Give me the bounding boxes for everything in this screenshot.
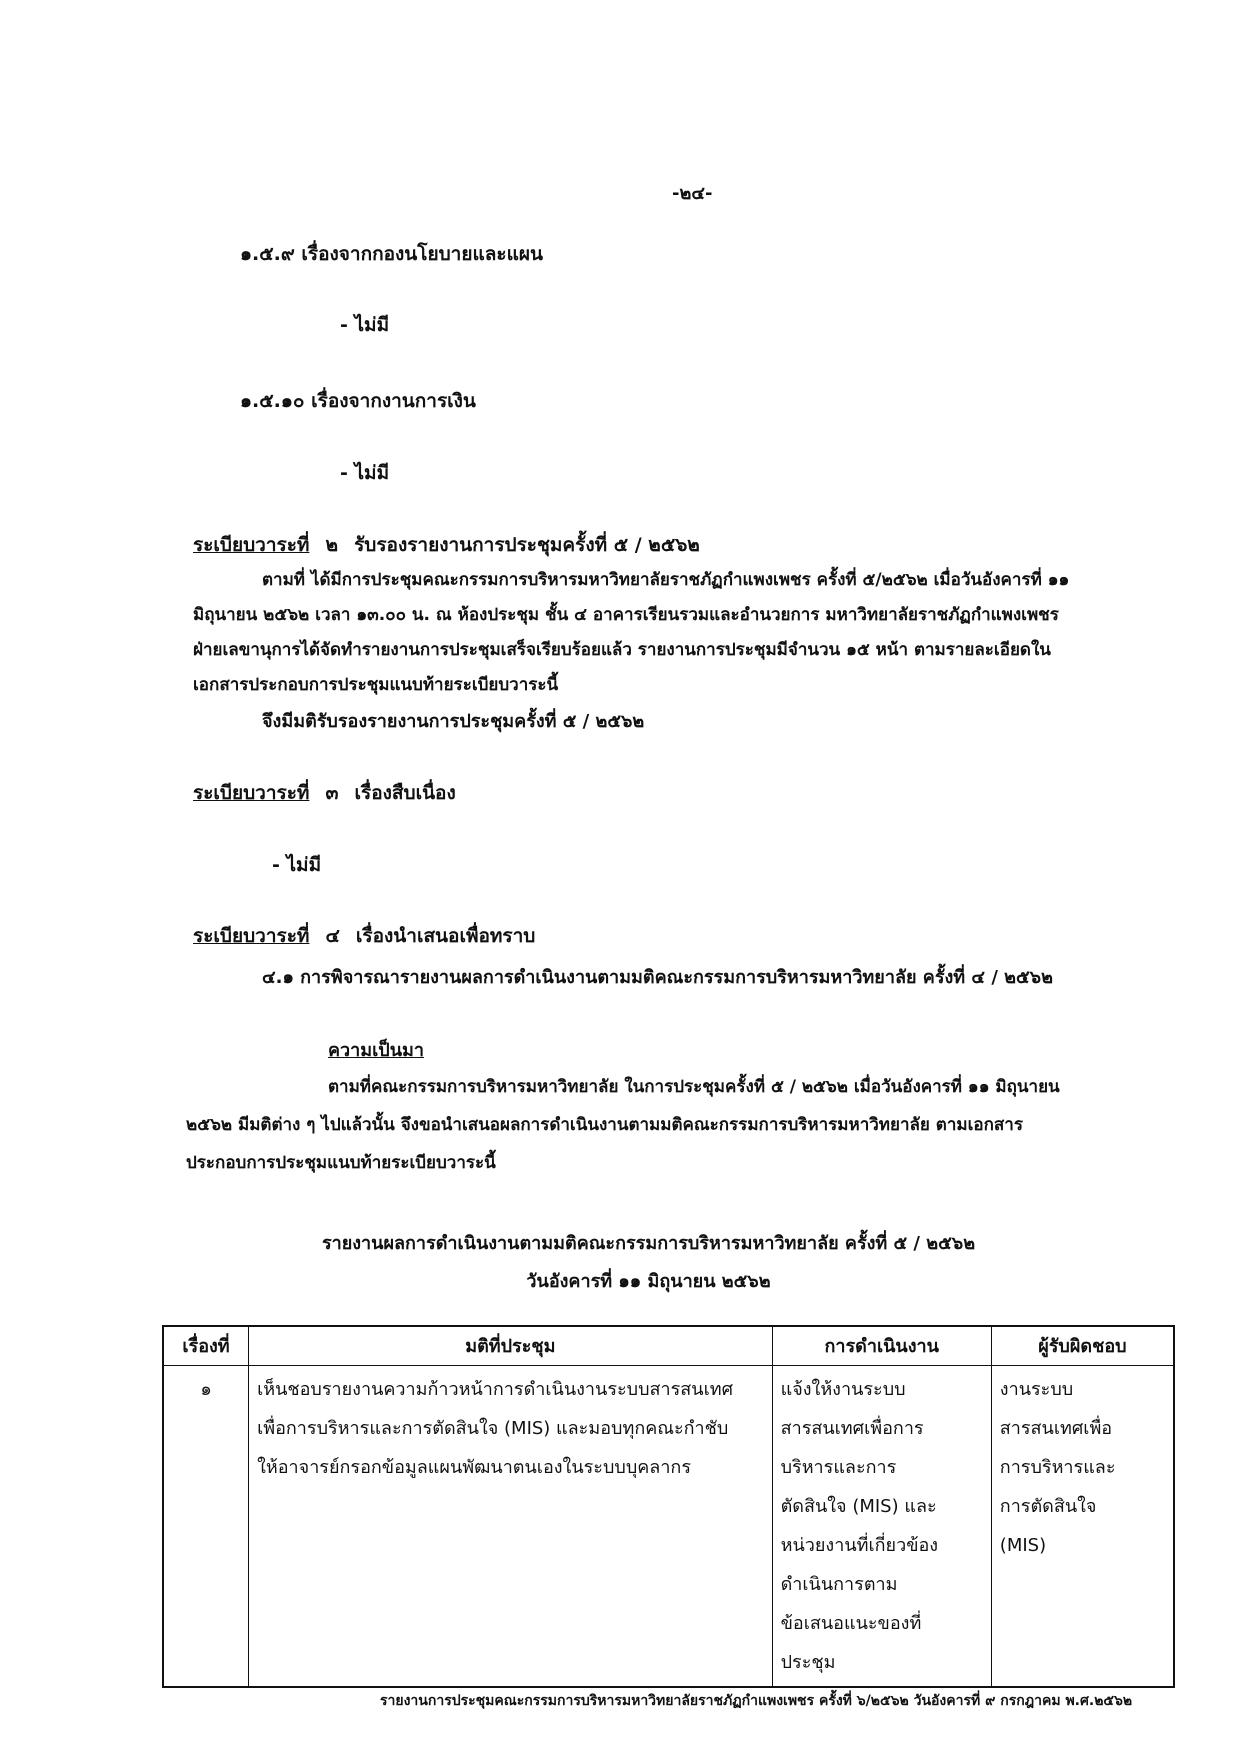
cell-line: ประชุม: [780, 1652, 836, 1673]
cell-line: ข้อเสนอแนะของที่: [780, 1613, 922, 1634]
agenda-3-heading: [193, 778, 456, 808]
agenda-3-label: ระเบียบวาระที่: [193, 782, 310, 804]
cell-line: เพื่อการบริหารและการตัดสินใจ (MIS) และมอบทุกคณะกำชับ: [257, 1418, 729, 1439]
resolution-table: [162, 1325, 1175, 1688]
cell-responsible: [991, 1366, 1174, 1688]
agenda-3-value: - ไม่มี: [272, 854, 322, 876]
agenda-2-para-line: ตามที่ ได้มีการประชุมคณะกรรมการบริหารมหาวิทยาลัยราชภัฏกำแพงเพชร ครั้งที่ ๕/๒๕๖๒ เมื่อวันอังคารที่ ๑๑: [262, 570, 1070, 590]
agenda-4-heading: [193, 921, 535, 951]
cell-line: งานระบบ: [999, 1379, 1074, 1400]
section-1-5-10-value: - ไม่มี: [340, 462, 390, 484]
column-header: การดำเนินงาน: [772, 1326, 991, 1366]
cell-line: ให้อาจารย์กรอกข้อมูลแผนพัฒนาตนเองในระบบบุคลากร: [257, 1457, 691, 1478]
section-1-5-9-value: - ไม่มี: [340, 314, 390, 336]
agenda-2-para-line: ฝ่ายเลขานุการได้จัดทำรายงานการประชุมเสร็จเรียบร้อยแล้ว รายงานการประชุมมีจำนวน ๑๕ หน้า ตามรายละเอียดใน: [193, 640, 1051, 660]
agenda-2-label: ระเบียบวาระที่: [193, 534, 310, 556]
cell-resolution: [249, 1366, 773, 1688]
agenda-2-para-line: เอกสารประกอบการประชุมแนบท้ายระเบียบวาระนี้: [193, 675, 559, 695]
agenda-2-heading: [193, 530, 700, 560]
agenda-4-number: ๔: [325, 925, 340, 947]
cell-no: ๑: [163, 1366, 249, 1688]
cell-line: (MIS): [999, 1535, 1047, 1556]
report-date: วันอังคารที่ ๑๑ มิถุนายน ๒๕๖๒: [526, 1271, 771, 1292]
agenda-4-label: ระเบียบวาระที่: [193, 925, 310, 947]
agenda-2-number: ๒: [325, 534, 339, 556]
cell-line: การบริหารและ: [999, 1457, 1116, 1478]
background-para-line: ตามที่คณะกรรมการบริหารมหาวิทยาลัย ในการประชุมครั้งที่ ๕ / ๒๕๖๒ เมื่อวันอังคารที่ ๑๑ มิถุนายน: [328, 1077, 1060, 1097]
table-row: [163, 1366, 1174, 1688]
cell-line: แจ้งให้งานระบบ: [780, 1379, 906, 1400]
agenda-3-number: ๓: [325, 782, 339, 804]
cell-action: [772, 1366, 991, 1688]
cell-line: หน่วยงานที่เกี่ยวข้อง: [780, 1535, 939, 1556]
agenda-3-title: เรื่องสืบเนื่อง: [354, 782, 456, 804]
agenda-4-item: ๔.๑ การพิจารณารายงานผลการดำเนินงานตามมติคณะกรรมการบริหารมหาวิทยาลัย ครั้งที่ ๔ / ๒๕๖๒: [262, 967, 1053, 988]
cell-line: ตัดสินใจ (MIS) และ: [780, 1496, 937, 1517]
agenda-2-resolution: จึงมีมติรับรองรายงานการประชุมครั้งที่ ๕ / ๒๕๖๒: [262, 711, 645, 732]
column-header: ผู้รับผิดชอบ: [991, 1326, 1174, 1366]
background-para-line: ๒๕๖๒ มีมติต่าง ๆ ไปแล้วนั้น จึงขอนำเสนอผลการดำเนินงานตามมติคณะกรรมการบริหารมหาวิทยาลัย ตามเอกสาร: [186, 1115, 1023, 1135]
section-1-5-10-title: ๑.๕.๑๐ เรื่องจากงานการเงิน: [240, 390, 476, 412]
report-title: รายงานผลการดำเนินงานตามมติคณะกรรมการบริหารมหาวิทยาลัย ครั้งที่ ๕ / ๒๕๖๒: [321, 1233, 976, 1254]
background-heading: ความเป็นมา: [328, 1040, 424, 1061]
cell-line: บริหารและการ: [780, 1457, 897, 1478]
section-1-5-9-title: ๑.๕.๙ เรื่องจากกองนโยบายและแผน: [240, 243, 543, 265]
cell-line: ดำเนินการตาม: [780, 1574, 898, 1595]
agenda-2-title: รับรองรายงานการประชุมครั้งที่ ๕ / ๒๕๖๒: [354, 534, 700, 556]
cell-line: การตัดสินใจ: [999, 1496, 1097, 1517]
column-header: เรื่องที่: [163, 1326, 249, 1366]
table-header-row: [163, 1326, 1174, 1366]
cell-line: สารสนเทศเพื่อ: [999, 1418, 1113, 1439]
cell-line: สารสนเทศเพื่อการ: [780, 1418, 924, 1439]
agenda-2-para-line: มิถุนายน ๒๕๖๒ เวลา ๑๓.๐๐ น. ณ ห้องประชุม ชั้น ๔ อาคารเรียนรวมและอำนวยการ มหาวิทยาลัยราชภัฏกำแพงเพชร: [193, 605, 1059, 625]
cell-line: เห็นชอบรายงานความก้าวหน้าการดำเนินงานระบบสารสนเทศ: [257, 1379, 734, 1400]
page-footer: รายงานการประชุมคณะกรรมการบริหารมหาวิทยาลัยราชภัฏกำแพงเพชร ครั้งที่ ๖/๒๕๖๒ วันอังคารที่ ๙ กรกฎาคม พ.ศ.๒๕๖๒: [380, 1693, 1133, 1709]
background-para-line: ประกอบการประชุมแนบท้ายระเบียบวาระนี้: [186, 1153, 496, 1173]
agenda-4-title: เรื่องนำเสนอเพื่อทราบ: [355, 925, 536, 947]
page-number: -๒๔-: [672, 183, 713, 204]
column-header: มติที่ประชุม: [249, 1326, 773, 1366]
